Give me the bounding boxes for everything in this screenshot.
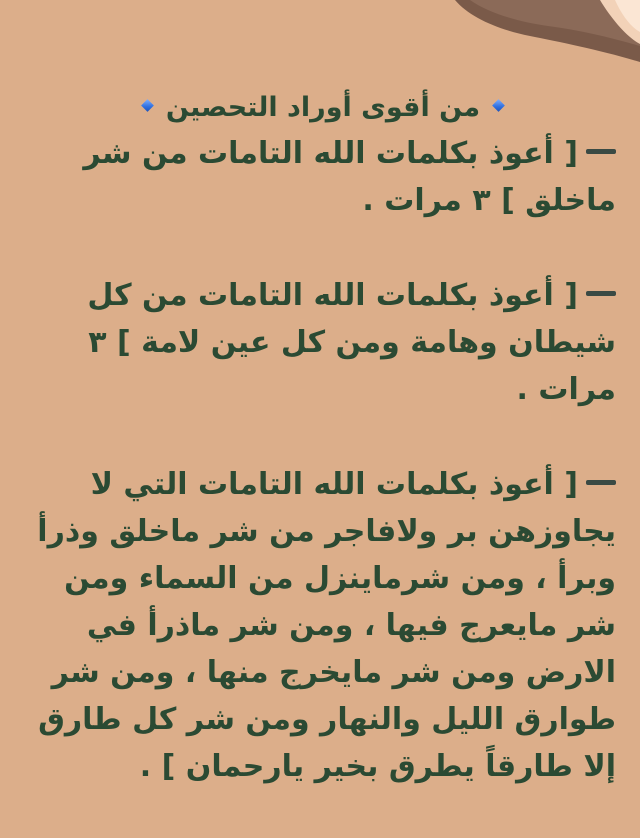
dua-paragraph-1 [30,130,616,224]
dash-icon [586,149,616,154]
dua-content [30,88,616,790]
dash-icon [586,291,616,296]
dua-text: [ أعوذ بكلمات الله التامات التي لا يجاوزهن بر ولافاجر من شر ماخلق وذرأ وبرأ ، ومن شرماينزل من السماء ومن شر مايعرج فيها ، ومن شر ماذرأ في الارض ومن شر مايخرج منها ، ومن شر طوارق الليل والنهار ومن شر كل طارق إلا طارقاً يطرق بخير يارحمان ] . [37,467,616,784]
blue-diamond-icon [141,99,154,112]
heading-title: من أقوى أوراد التحصين [165,92,481,123]
blue-diamond-icon [492,99,505,112]
heading-line [30,88,616,128]
dash-icon [586,480,616,485]
dua-paragraph-2 [30,272,616,413]
corner-decoration-icon [0,0,640,90]
dua-text: [ أعوذ بكلمات الله التامات من شر ماخلق ] ٣ مرات . [83,136,616,218]
dua-text: [ أعوذ بكلمات الله التامات من كل شيطان وهامة ومن كل عين لامة ] ٣ مرات . [87,278,616,407]
dua-paragraph-3 [30,461,616,790]
